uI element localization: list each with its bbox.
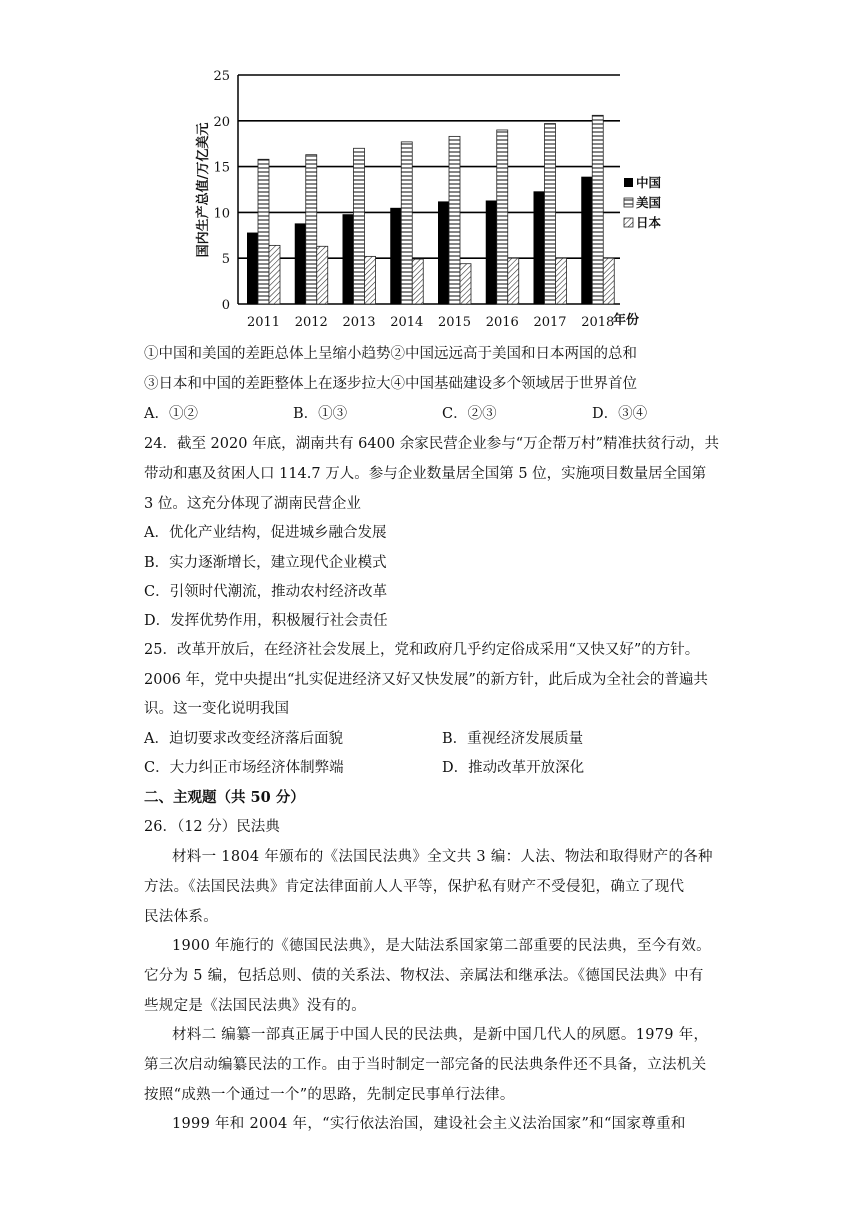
gdp-bar-chart (180, 58, 680, 348)
y-axis-label: 国内生产总值/万亿美元 (196, 122, 211, 258)
q25-choice-d: D．推动改革开放深化 (442, 760, 585, 776)
x-tick-label: 2015 (437, 315, 472, 330)
bar-日本-2011 (269, 245, 280, 304)
q25-choice-a: A．迫切要求改变经济落后面貌 (144, 731, 343, 747)
bar-美国-2014 (401, 142, 412, 304)
q25-stem-line-2: 2006 年，党中央提出“扎实促进经济又好又快发展”的新方针，此后成为全社会的普遍共 (144, 672, 708, 688)
bar-中国-2016 (486, 200, 497, 304)
legend-label: 美国 (636, 195, 662, 210)
y-tick-label: 0 (221, 298, 230, 313)
q23-choice-d: D．③④ (592, 406, 648, 422)
q23-choice-b: B．①③ (293, 406, 348, 422)
q25-choice-c: C．大力纠正市场经济体制弊端 (144, 760, 344, 776)
q26-material1-line-2: 方法。《法国民法典》肯定法律面前人人平等，保护私有财产不受侵犯，确立了现代 (144, 879, 685, 895)
bar-日本-2015 (460, 264, 471, 304)
bar-中国-2012 (295, 223, 306, 304)
q25-stem-line-1: 25．改革开放后，在经济社会发展上，党和政府几乎约定俗成采用“又快又好”的方针。 (144, 642, 700, 658)
legend-swatch (624, 198, 633, 207)
q24-choice-b: B．实力逐渐增长，建立现代企业模式 (144, 555, 387, 571)
q25-stem-line-3: 识。这一变化说明我国 (144, 701, 289, 717)
bar-美国-2017 (545, 124, 556, 304)
y-tick-label: 10 (213, 206, 230, 222)
legend-swatch (624, 178, 633, 187)
bar-美国-2012 (306, 155, 317, 304)
q24-choice-d: D．发挥优势作用，积极履行社会责任 (144, 613, 388, 629)
q24-choice-c: C．引领时代潮流，推动农村经济改革 (144, 584, 388, 600)
section-heading: 二、主观题（共 50 分） (144, 789, 305, 806)
q23-options-line-1: ①中国和美国的差距总体上呈缩小趋势②中国远远高于美国和日本两国的总和 (144, 346, 637, 362)
x-tick-label: 2017 (533, 315, 567, 330)
q26-material2-line-1: 材料二 编纂一部真正属于中国人民的民法典，是新中国几代人的夙愿。1979 年， (172, 1027, 709, 1043)
bar-中国-2015 (438, 201, 449, 304)
q23-options-line-2: ③日本和中国的差距整体上在逐步拉大④中国基础建设多个领域居于世界首位 (144, 376, 637, 392)
q26-title: 26．（12 分）民法典 (144, 819, 280, 835)
bar-日本-2013 (365, 256, 376, 304)
legend-swatch (624, 218, 633, 227)
x-tick-label: 2012 (294, 315, 328, 330)
x-axis-label: 年份 (613, 313, 640, 328)
x-tick-label: 2018 (581, 315, 615, 330)
bar-中国-2014 (390, 208, 401, 304)
x-tick-labels (247, 315, 614, 330)
q23-choice-a: A．①② (144, 406, 198, 422)
q26-para2-line-2: 它分为 5 编，包括总则、债的关系法、物权法、亲属法和继承法。《德国民法典》中有 (144, 968, 704, 984)
legend-label: 日本 (636, 215, 662, 230)
y-tick-label: 5 (221, 252, 230, 268)
q26-para2-line-3: 些规定是《法国民法典》没有的。 (144, 998, 366, 1014)
q26-material2-line-3: 按照“成熟一个通过一个”的思路，先制定民事单行法律。 (144, 1087, 515, 1103)
bar-美国-2015 (449, 136, 460, 304)
bar-中国-2018 (581, 177, 592, 304)
bar-日本-2017 (556, 258, 567, 304)
q23-choice-c: C．②③ (442, 406, 497, 422)
q25-choice-b: B．重视经济发展质量 (442, 731, 584, 747)
q24-choice-a: A．优化产业结构，促进城乡融合发展 (144, 525, 387, 541)
bar-日本-2016 (508, 258, 519, 304)
q26-para2-line-1: 1900 年施行的《德国民法典》，是大陆法系国家第二部重要的民法典，至今有效。 (172, 938, 711, 954)
x-tick-label: 2013 (342, 315, 376, 330)
bar-中国-2013 (343, 214, 354, 304)
legend (624, 175, 662, 230)
q24-stem-line-3: 3 位。这充分体现了湖南民营企业 (144, 496, 361, 512)
bar-中国-2011 (247, 233, 258, 304)
x-tick-label: 2014 (390, 315, 424, 330)
y-tick-labels (213, 69, 230, 313)
bar-美国-2018 (592, 115, 603, 304)
q26-para4-line-1: 1999 年和 2004 年，“实行依法治国，建设社会主义法治国家”和“国家尊重和 (172, 1116, 686, 1132)
q26-material1-line-1: 材料一 1804 年颁布的《法国民法典》全文共 3 编：人法、物法和取得财产的各种 (172, 849, 713, 865)
y-tick-label: 15 (213, 160, 230, 176)
q24-stem-line-2: 带动和惠及贫困人口 114.7 万人。参与企业数量居全国第 5 位，实施项目数量居全国第 (144, 466, 707, 482)
x-tick-label: 2011 (246, 315, 281, 330)
q26-material2-line-2: 第三次启动编纂民法的工作。由于当时制定一部完备的民法典条件还不具备，立法机关 (144, 1057, 707, 1073)
y-tick-label: 25 (213, 69, 230, 84)
bar-美国-2016 (497, 130, 508, 304)
bar-日本-2018 (603, 258, 614, 304)
y-tick-label: 20 (213, 114, 230, 130)
legend-label: 中国 (636, 175, 662, 190)
bar-美国-2011 (258, 159, 269, 304)
bar-美国-2013 (354, 148, 365, 304)
bar-中国-2017 (534, 191, 545, 304)
bars (247, 115, 614, 304)
bar-日本-2014 (412, 259, 423, 304)
bar-日本-2012 (317, 246, 328, 304)
q26-material1-line-3: 民法体系。 (144, 909, 218, 925)
q24-stem-line-1: 24．截至 2020 年底，湖南共有 6400 余家民营企业参与“万企帮万村”精准扶贫行动，共 (144, 436, 720, 452)
x-tick-label: 2016 (485, 315, 519, 330)
